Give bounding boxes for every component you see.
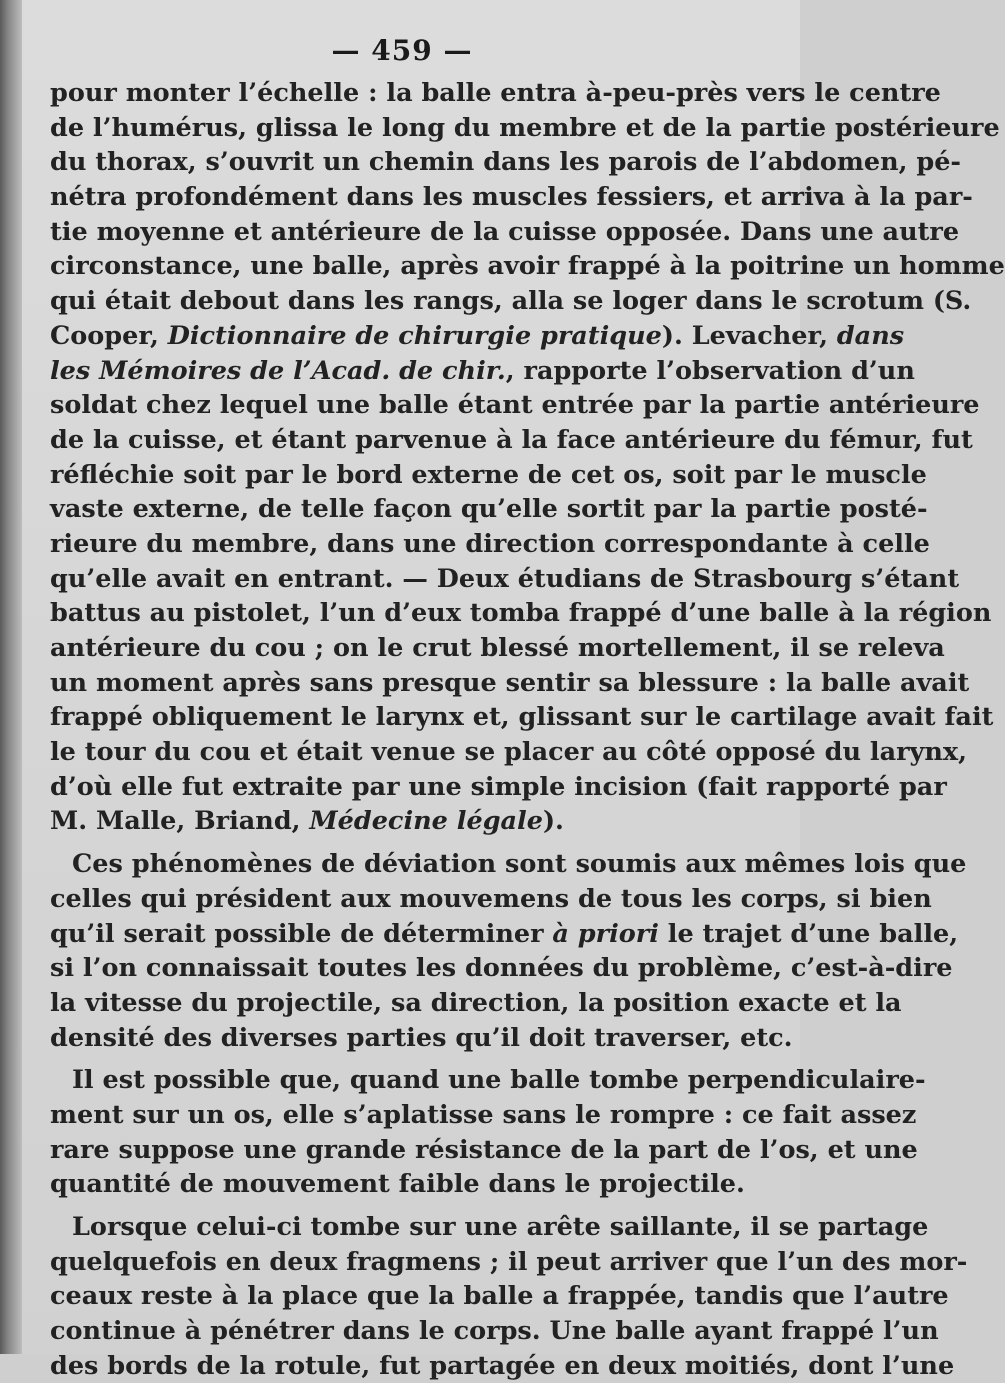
text-line [50,917,959,952]
text-segment: la vitesse du projectile, sa direction, la position exacte et la [50,987,902,1018]
text-line [50,1063,926,1098]
text-segment: du thorax, s’ouvrit un chemin dans les parois de l’abdomen, pé- [50,147,962,178]
text-segment: celles qui président aux mouvemens de tous les corps, si bien [50,883,932,914]
text-line [50,1167,772,1202]
italic-segment: dans [836,320,905,351]
text-segment: Ces phénomènes de déviation sont soumis aux mêmes lois que [72,849,967,880]
text-line [50,180,973,215]
text-segment: nétra profondément dans les muscles fessiers, et arriva à la par- [50,182,973,213]
text-line [50,1245,968,1280]
italic-segment: Médecine légale [309,806,543,837]
text-line [50,215,960,250]
text-line [50,1314,939,1349]
text-line [50,700,994,735]
text-line [50,1098,917,1133]
body-text [50,76,1005,1383]
text-segment: frappé obliquement le larynx et, glissant sur le cartilage avait fait [50,702,994,733]
book-page [22,0,1005,1381]
text-segment: Cooper, [50,320,168,351]
text-line [50,145,962,180]
text-line [50,770,947,805]
text-segment: rare suppose une grande résistance de la part de l’os, et une [50,1134,918,1165]
text-line [50,986,902,1021]
page-number: — 459 — [331,34,473,67]
text-line [50,882,932,917]
italic-segment: les Mémoires de l’Acad. de chir. [50,355,506,386]
text-segment: tie moyenne et antérieure de la cuisse opposée. Dans une autre [50,216,960,247]
text-line [50,1349,955,1383]
text-segment: vaste externe, de telle façon qu’elle sortit par la partie posté- [50,494,928,525]
text-line [50,631,945,666]
paragraph-gap [50,1202,772,1210]
text-line [50,562,960,597]
text-line [50,804,772,839]
text-segment: ment sur un os, elle s’aplatisse sans le rompre : ce fait assez [50,1099,917,1130]
paragraph-gap [50,839,772,847]
text-line [50,847,967,882]
text-line [50,527,930,562]
text-line [50,388,980,423]
paragraph-gap [50,1055,772,1063]
text-line [50,423,973,458]
text-line [50,596,992,631]
text-line [50,1279,949,1314]
text-segment: Lorsque celui-ci tombe sur une arête saillante, il se partage [72,1212,929,1242]
italic-segment: à priori [552,918,659,949]
text-segment: ). [542,806,564,837]
text-segment: quantité de mouvement faible dans le projectile. [50,1169,745,1200]
scan-binding-edge [0,0,22,1354]
text-line [50,249,1005,284]
text-segment: ). Levacher, [661,320,837,351]
text-line [50,1021,793,1056]
text-segment: de la cuisse, et étant parvenue à la face antérieure du fémur, fut [50,424,973,455]
text-segment: le trajet d’une balle, [658,918,959,949]
text-line [50,951,953,986]
text-line [50,735,967,770]
text-segment: soldat chez lequel une balle étant entrée par la partie antérieure [50,390,980,421]
text-line [50,319,905,354]
text-segment: réfléchie soit par le bord externe de cet os, soit par le muscle [50,459,927,490]
text-line [50,492,928,527]
text-line [50,666,970,701]
text-segment: M. Malle, Briand, [50,806,310,837]
text-segment: qu’il serait possible de déterminer [50,918,553,949]
text-segment: Il est possible que, quand une balle tombe perpendiculaire- [72,1065,926,1096]
text-segment: pour monter l’échelle : la balle entra à-peu-près vers le centre [50,78,941,108]
text-line [50,76,941,111]
text-segment: qui était debout dans les rangs, alla se loger dans le scrotum (S. [50,286,972,317]
text-line [50,1210,929,1245]
text-segment: ceaux reste à la place que la balle a frappée, tandis que l’autre [50,1281,949,1312]
text-segment: des bords de la rotule, fut partagée en deux moitiés, dont l’une [50,1350,955,1381]
text-segment: quelquefois en deux fragmens ; il peut arriver que l’un des mor- [50,1246,968,1277]
text-line [50,111,1000,146]
text-line [50,458,927,493]
text-segment: continue à pénétrer dans le corps. Une balle ayant frappé l’un [50,1316,939,1347]
italic-segment: Dictionnaire de chirurgie pratique [167,320,662,351]
text-segment: un moment après sans presque sentir sa blessure : la balle avait [50,667,970,698]
text-segment: battus au pistolet, l’un d’eux tomba frappé d’une balle à la région [50,598,992,629]
text-segment: circonstance, une balle, après avoir frappé à la poitrine un homme [50,251,1005,282]
text-segment: densité des diverses parties qu’il doit traverser, etc. [50,1022,793,1053]
text-segment: qu’elle avait en entrant. — Deux étudians de Strasbourg s’étant [50,563,960,594]
text-segment: d’où elle fut extraite par une simple incision (fait rapporté par [50,771,947,802]
text-line [50,354,915,389]
text-segment: rieure du membre, dans une direction correspondante à celle [50,528,930,559]
text-line [50,284,972,319]
text-line [50,1133,918,1168]
text-segment: antérieure du cou ; on le crut blessé mortellement, il se releva [50,633,945,663]
text-segment: , rapporte l’observation d’un [505,355,915,386]
text-segment: le tour du cou et était venue se placer au côté opposé du larynx, [50,737,967,768]
text-segment: si l’on connaissait toutes les données du problème, c’est-à-dire [50,953,953,984]
text-segment: de l’humérus, glissa le long du membre et de la partie postérieure [50,112,1000,143]
